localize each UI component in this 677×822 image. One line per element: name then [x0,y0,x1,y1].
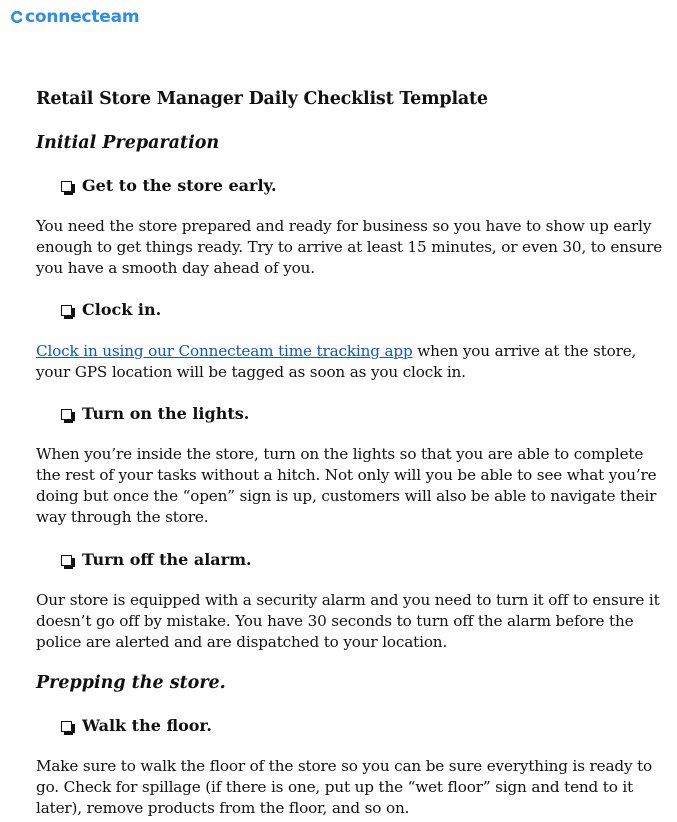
connecteam-logo [11,7,139,27]
checklist-item-label: Clock in. [82,300,162,319]
logo-mark-icon [11,11,23,23]
logo-text: connecteam [25,7,140,27]
checklist-item-label: Turn on the lights. [82,404,250,423]
section-heading-prepping-the-store: Prepping the store. [36,673,226,693]
paragraph-clock-in [36,341,666,383]
paragraph-clock-in-text: when you arrive at the store, your GPS location will be tagged as soon as you clock in. [36,342,637,381]
checkbox-icon[interactable] [61,721,72,732]
checklist-item-turn-on-lights[interactable] [61,403,666,425]
checklist-item-walk-the-floor[interactable] [61,715,666,737]
checkbox-icon[interactable] [61,181,72,192]
checkbox-icon[interactable] [61,555,72,566]
checklist-item-label: Get to the store early. [82,176,277,195]
checklist-item-turn-off-alarm[interactable] [61,549,666,571]
checkbox-icon[interactable] [61,305,72,316]
paragraph-get-to-store-early: You need the store prepared and ready for business so you have to show up early enough to get things ready. Try to arrive at least 15 minutes, or even 30, to ensure you have a smooth day ahead of you. [36,217,663,277]
time-tracking-app-link[interactable]: Clock in using our Connecteam time tracking app [36,342,413,360]
checkbox-icon[interactable] [61,409,72,420]
paragraph-turn-off-alarm: Our store is equipped with a security alarm and you need to turn it off to ensure it doesn’t go off by mistake. You have 30 seconds to turn off the alarm before the police are alerted and are dispatched to your location. [36,591,660,651]
checklist-item-label: Turn off the alarm. [82,550,252,569]
checklist-item-label: Walk the floor. [82,716,212,735]
document-title: Retail Store Manager Daily Checklist Template [36,89,488,109]
document-body [36,86,666,819]
section-heading-initial-preparation: Initial Preparation [36,133,220,153]
paragraph-turn-on-lights: When you’re inside the store, turn on the lights so that you are able to complete the rest of your tasks without a hitch. Not only will you be able to see what you’re doing but once the “open” sign is up, customers will also be able to navigate their way through the store. [36,445,657,526]
paragraph-walk-the-floor: Make sure to walk the floor of the store so you can be sure everything is ready to go. Check for spillage (if there is one, put up the “wet floor” sign and tend to it later), remove products from the floor, and so on. [36,757,653,817]
checklist-item-get-to-store-early[interactable] [61,175,666,197]
checklist-item-clock-in[interactable] [61,299,666,321]
